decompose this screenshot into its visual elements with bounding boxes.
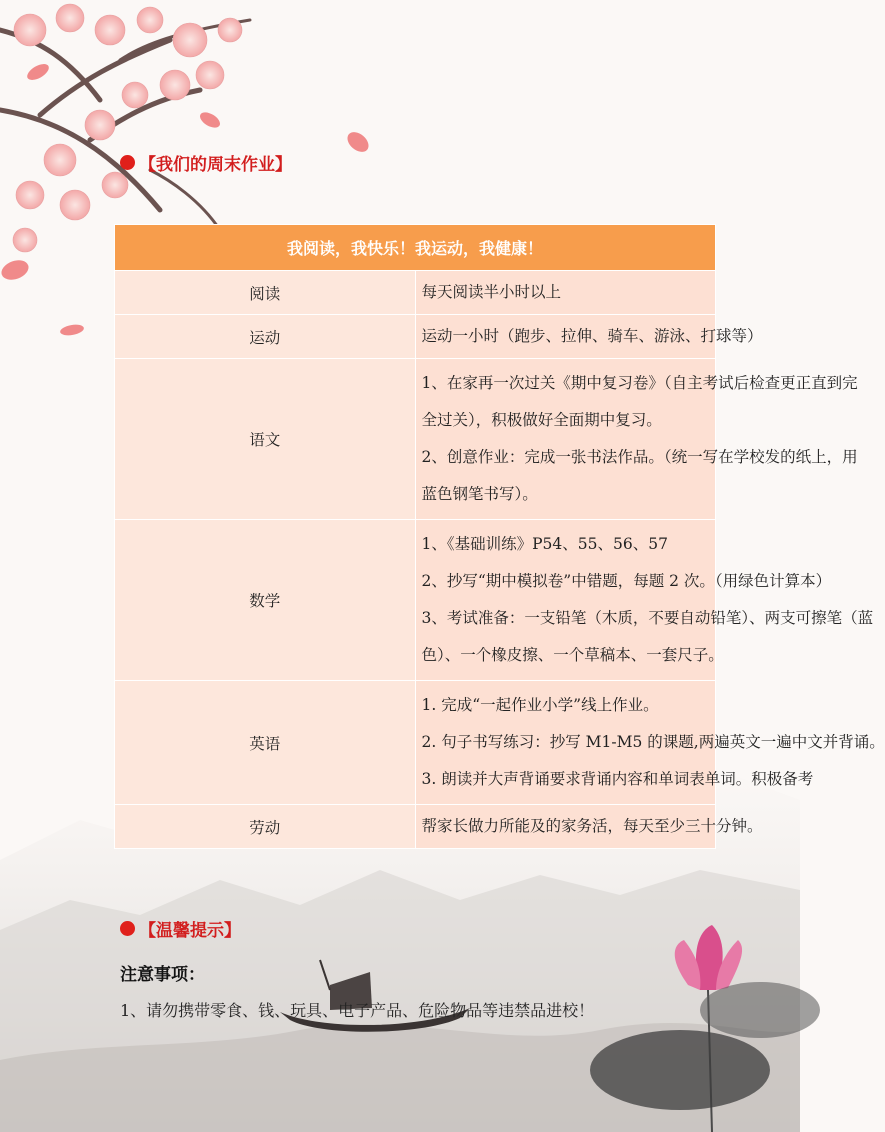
weekend-homework-heading-text: 【我们的周末作业】: [139, 155, 292, 175]
content-line: 1. 完成“一起作业小学”线上作业。: [421, 696, 659, 714]
notice-line: 1、请勿携带零食、钱、玩具、电子产品、危险物品等违禁品进校！: [120, 1001, 595, 1020]
subject-math: 数学: [115, 520, 416, 681]
content-line: 蓝色钢笔书写）。: [421, 485, 538, 503]
table-header-row: [115, 225, 716, 271]
content-line: 每天阅读半小时以上: [421, 283, 562, 301]
content-line: 2、创意作业：完成一张书法作品。（统一写在学校发的纸上，用: [421, 448, 858, 466]
tips-heading: [120, 916, 241, 941]
content-line: 3. 朗读并大声背诵要求背诵内容和单词表单词。积极备考: [421, 770, 814, 788]
table-row: [115, 520, 716, 681]
content-line: 全过关），积极做好全面期中复习。: [421, 411, 662, 429]
weekend-homework-heading: [120, 150, 292, 175]
content-line: 色）、一个橡皮擦、一个草稿本、一套尺子。: [421, 646, 724, 664]
content-line: 3、考试准备：一支铅笔（木质，不要自动铅笔）、两支可擦笔（蓝: [421, 609, 874, 627]
table-row: [115, 359, 716, 520]
content-line: 2、抄写“期中模拟卷”中错题，每题 2 次。（用绿色计算本）: [421, 572, 832, 590]
tips-heading-text: 【温馨提示】: [139, 921, 241, 941]
math-content: [415, 520, 874, 681]
notice-title: 注意事项：: [120, 965, 205, 985]
content-line: 帮家长做力所能及的家务活，每天至少三十分钟。: [421, 817, 763, 835]
english-content: [415, 681, 885, 805]
table-row: [115, 681, 716, 805]
table-header: 我阅读，我快乐！我运动，我健康！: [115, 225, 716, 271]
subject-sports: 运动: [115, 315, 416, 359]
subject-reading: 阅读: [115, 271, 416, 315]
sports-content: [415, 315, 763, 359]
table-row: [115, 271, 716, 315]
red-dot-icon: [120, 155, 135, 170]
labor-content: [415, 805, 763, 849]
content-line: 2. 句子书写练习：抄写 M1-M5 的课题,两遍英文一遍中文并背诵。: [421, 733, 885, 751]
red-dot-icon: [120, 921, 135, 936]
subject-labor: 劳动: [115, 805, 416, 849]
content-line: 1、《基础训练》P54、55、56、57: [421, 535, 668, 553]
content-line: 运动一小时（跑步、拉伸、骑车、游泳、打球等）: [421, 327, 763, 345]
table-row: [115, 805, 716, 849]
chinese-content: [415, 359, 858, 520]
homework-table: [114, 224, 885, 849]
reading-content: [415, 271, 716, 315]
subject-chinese: 语文: [115, 359, 416, 520]
table-row: [115, 315, 716, 359]
subject-english: 英语: [115, 681, 416, 805]
content-line: 1、在家再一次过关《期中复习卷》（自主考试后检查更正直到完: [421, 374, 858, 392]
